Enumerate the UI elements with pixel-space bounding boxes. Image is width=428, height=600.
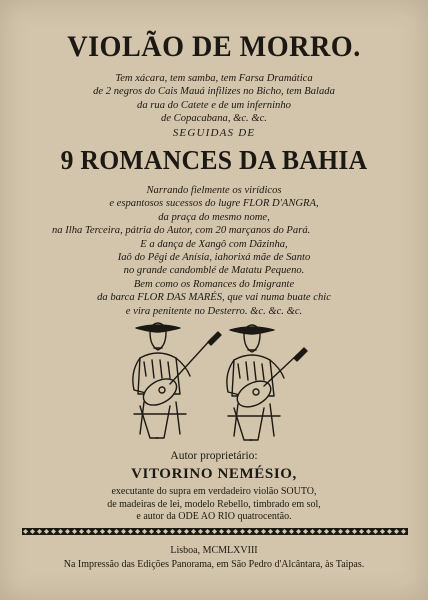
narrative-line: E a dança de Xangô com Dãzinha, xyxy=(140,238,288,250)
left-musician xyxy=(133,323,221,438)
narrative-line: na Ilha Terceira, pátria do Autor, com 20 marçanos do Pará. xyxy=(52,225,311,237)
intro-line: Tem xácara, tem samba, tem Farsa Dramática xyxy=(115,73,313,84)
narrative-line: Bem como os Romances do Imigrante xyxy=(133,278,295,290)
guitar-players-illustration xyxy=(110,318,310,444)
narrative-line: e espantosos sucessos do lugre FLOR D'ANGRA, xyxy=(109,198,319,210)
intro-line: de 2 negros do Cais Mauá infilizes no Bicho, tem Balada xyxy=(93,86,335,98)
place-date: Lisboa, MCMLXVIII xyxy=(170,545,258,556)
main-title: VIOLÃO DE MORRO. xyxy=(67,30,361,63)
narrative-line: no grande candomblé de Matatu Pequeno. xyxy=(123,265,305,277)
narrative-line: Iaô do Pêgi de Anísia, iahorixá mãe de Santo xyxy=(117,252,311,264)
description-line: e autor da ODE AO RIO quatrocentão. xyxy=(136,511,292,523)
followed-by-label: SEGUIDAS DE xyxy=(172,127,256,139)
subtitle: 9 ROMANCES DA BAHIA xyxy=(60,145,368,175)
description-line: executante do supra em verdadeiro violão SOUTO, xyxy=(111,486,317,497)
narrative-line: da barca FLOR DAS MARÉS, que vai numa buate chic xyxy=(97,292,331,304)
owner-label: Autor proprietário: xyxy=(170,450,258,462)
narrative-line: Narrando fielmente os virídicos xyxy=(146,185,282,196)
description-line: de madeiras de lei, modelo Rebello, timbrado em sol, xyxy=(107,498,321,510)
intro-line: de Copacabana, &c. &c. xyxy=(161,113,267,125)
right-musician xyxy=(227,325,307,440)
intro-paragraph xyxy=(0,72,428,126)
intro-line: da rua do Catete e de um inferninho xyxy=(137,99,291,111)
author-description xyxy=(0,486,428,524)
narrative-line: e vira penitente no Desterro. &c. &c. &c. xyxy=(125,305,303,317)
narrative-line: da praça do mesmo nome, xyxy=(158,211,270,223)
author-name: VITORINO NEMÉSIO, xyxy=(131,466,297,482)
imprint: Na Impressão das Edições Panorama, em São Pedro d'Alcântara, às Taipas. xyxy=(63,559,365,570)
narrative-paragraph xyxy=(0,184,428,318)
decorative-border xyxy=(22,528,408,535)
